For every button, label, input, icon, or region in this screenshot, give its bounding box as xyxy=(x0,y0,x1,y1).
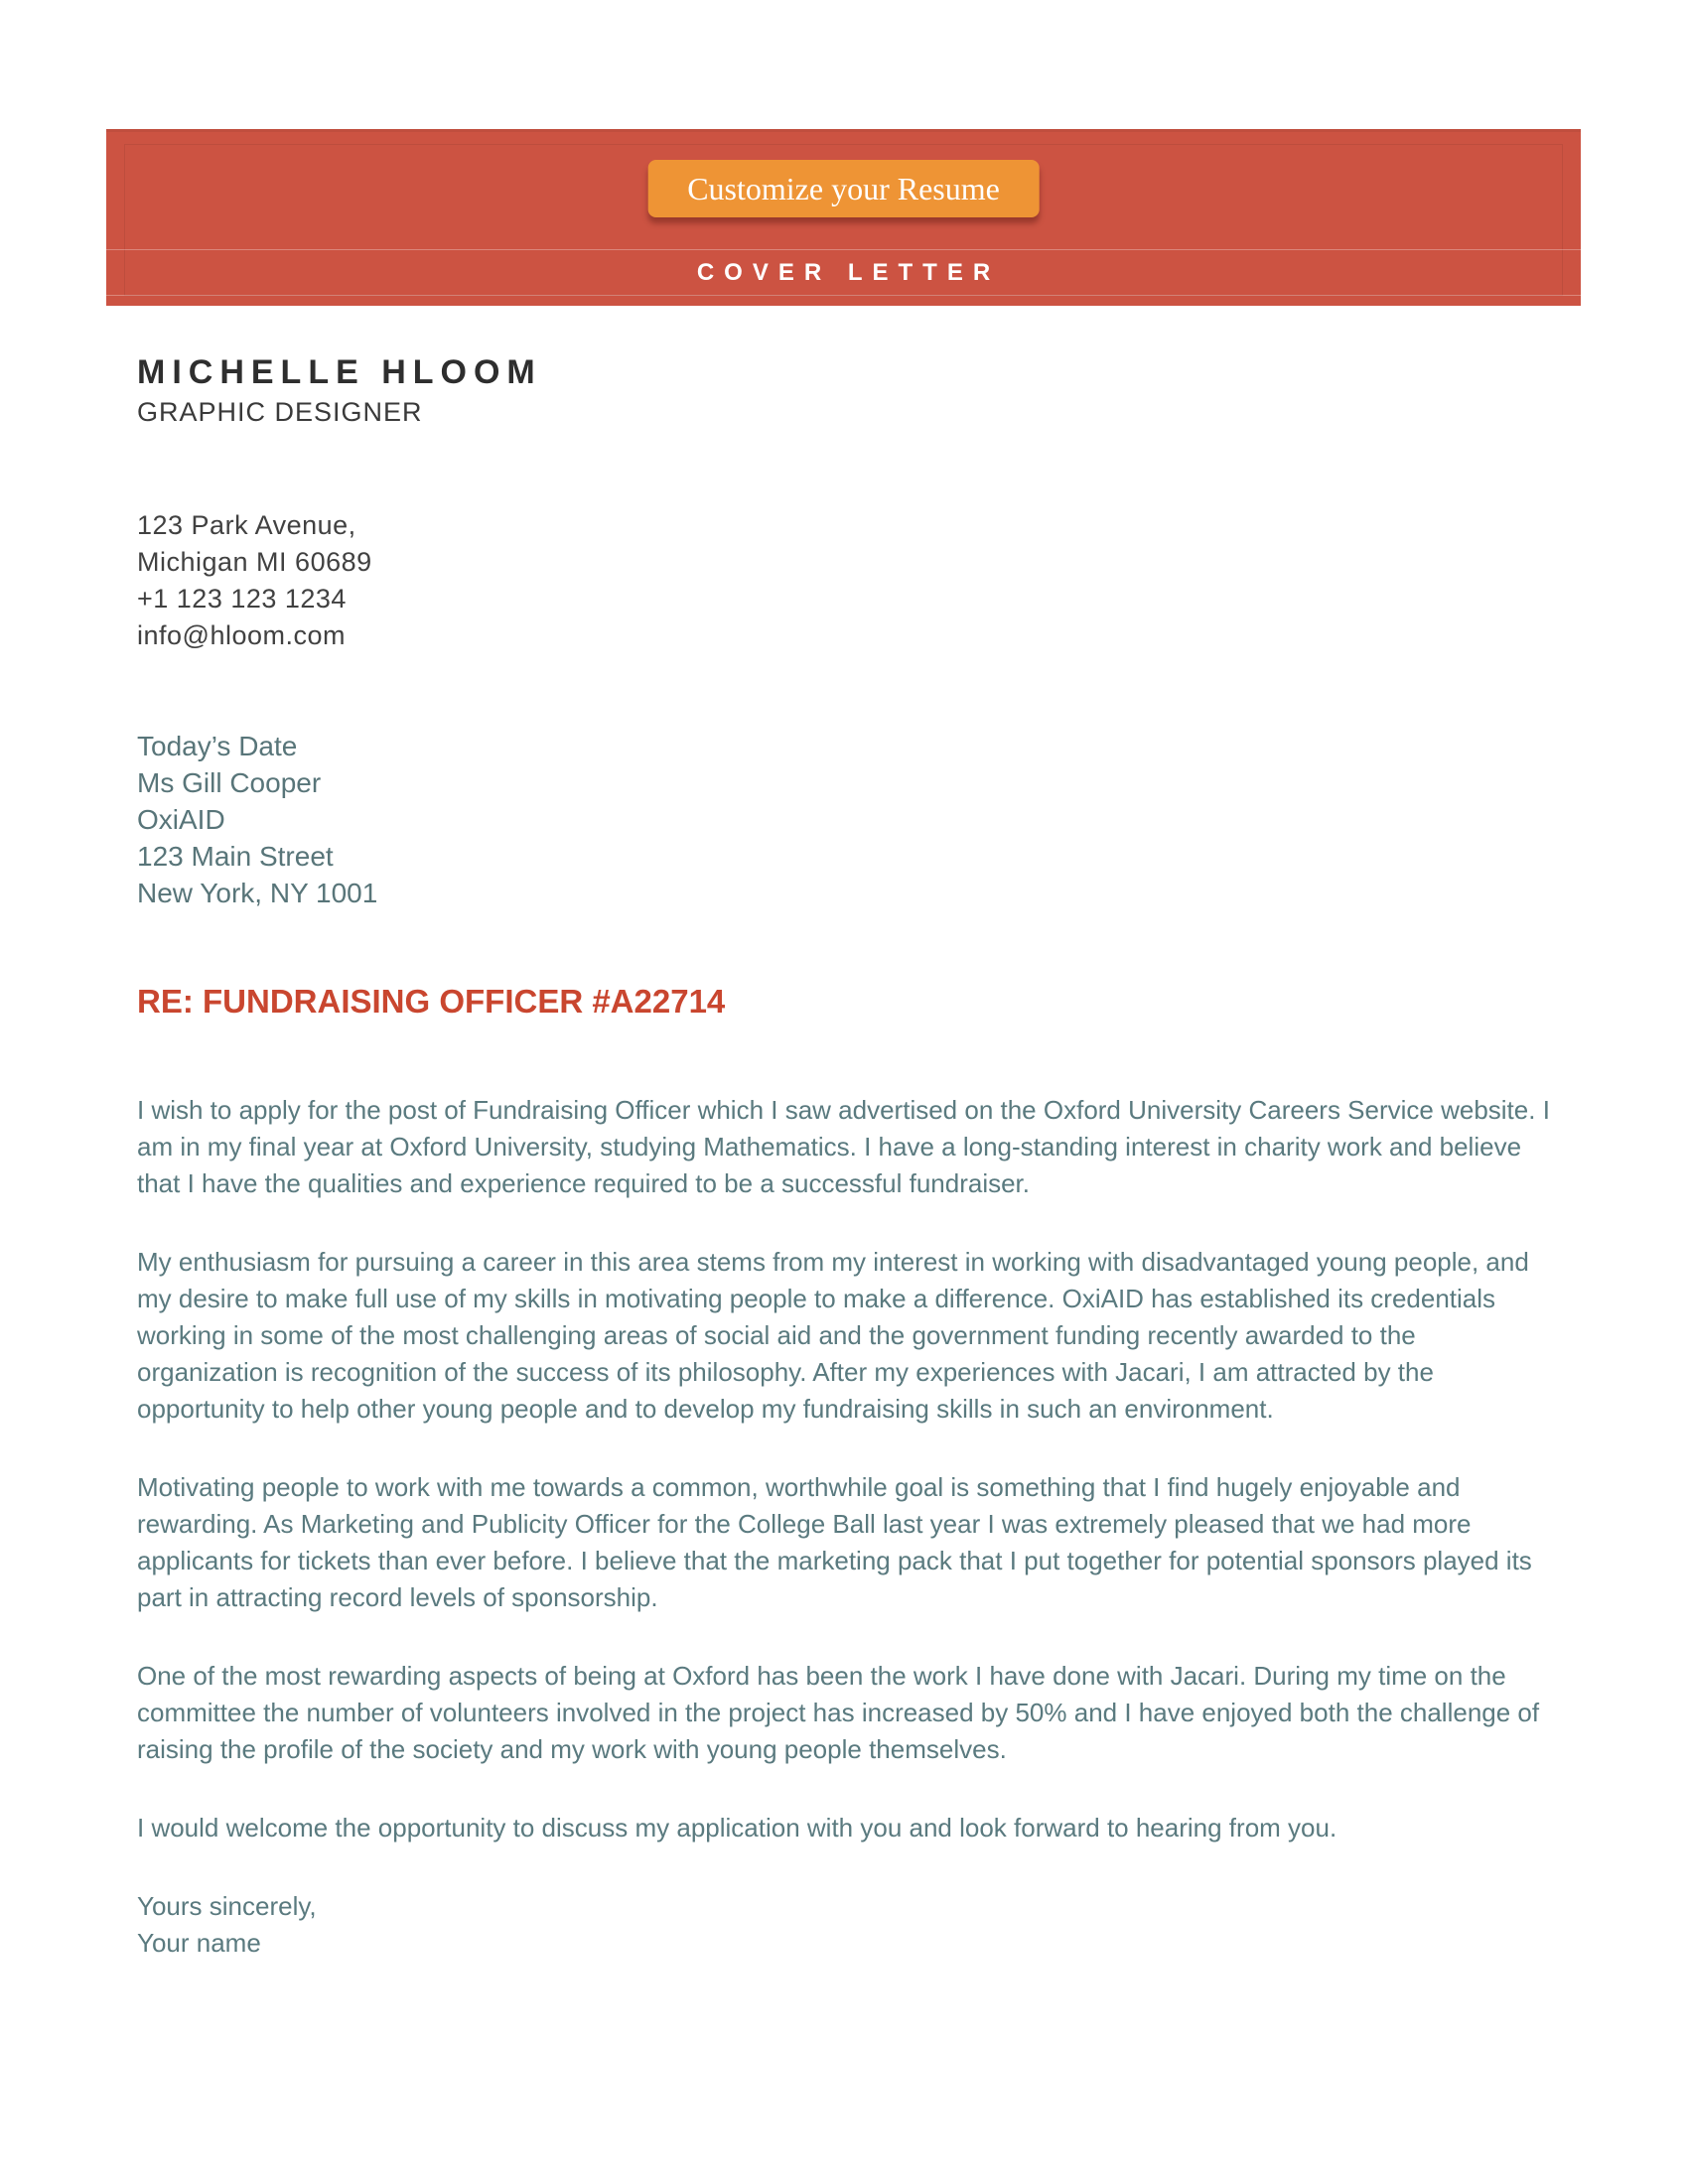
cover-letter-strip xyxy=(106,249,1581,296)
recipient-name: Ms Gill Cooper xyxy=(137,767,322,798)
closing-salutation: Yours sincerely, xyxy=(137,1891,317,1921)
sender-email: info@hloom.com xyxy=(137,620,346,650)
body-paragraph: I wish to apply for the post of Fundraising Officer which I saw advertised on the Oxford University Careers Service website. I am in my final year at Oxford University, studying Mathematics. I have a long-standing interest in charity work and believe that I have the qualities and experience required to be a successful fundraiser. xyxy=(137,1095,1550,1198)
recipient-address-line: 123 Main Street xyxy=(137,841,334,872)
letter-content xyxy=(137,306,1559,1962)
header-banner xyxy=(106,129,1581,306)
closing-signature: Your name xyxy=(137,1928,261,1958)
body-paragraph: I would welcome the opportunity to discuss my application with you and look forward to hearing from you. xyxy=(137,1813,1337,1843)
subject-line: RE: FUNDRAISING OFFICER #A22714 xyxy=(137,983,726,1020)
sender-address-line: Michigan MI 60689 xyxy=(137,547,372,577)
letter-body xyxy=(137,1092,1559,1846)
sender-address-line: 123 Park Avenue, xyxy=(137,510,356,540)
body-paragraph: Motivating people to work with me towards a common, worthwhile goal is something that I find hugely enjoyable and rewarding. As Marketing and Publicity Officer for the College Ball last year I was extremely pleased that we had more applicants for tickets than ever before. I believe that the marketing pack that I put together for potential sponsors played its part in attracting record levels of sponsorship. xyxy=(137,1472,1532,1612)
letter-date: Today’s Date xyxy=(137,731,298,761)
sender-address-block xyxy=(137,507,1559,654)
recipient-block xyxy=(137,728,1559,911)
body-paragraph: My enthusiasm for pursuing a career in this area stems from my interest in working with disadvantaged young people, and my desire to make full use of my skills in motivating people to make a difference. OxiAID has established its credentials working in some of the most challenging areas of social aid and the government funding recently awarded to the organization is recognition of the success of its philosophy. After my experiences with Jacari, I am attracted by the opportunity to help other young people and to develop my fundraising skills in such an environment. xyxy=(137,1247,1529,1424)
sender-job-title: GRAPHIC DESIGNER xyxy=(137,397,423,427)
recipient-address-line: New York, NY 1001 xyxy=(137,878,378,908)
recipient-company: OxiAID xyxy=(137,804,225,835)
section-label: COVER LETTER xyxy=(696,258,1001,286)
sender-name: MICHELLE HLOOM xyxy=(137,353,542,391)
sender-phone: +1 123 123 1234 xyxy=(137,584,347,614)
body-paragraph: One of the most rewarding aspects of being at Oxford has been the work I have done with Jacari. During my time on the committee the number of volunteers involved in the project has increased by 50% and I have enjoyed both the challenge of raising the profile of the society and my work with young people themselves. xyxy=(137,1661,1540,1764)
customize-resume-button[interactable]: Customize your Resume xyxy=(647,160,1040,217)
